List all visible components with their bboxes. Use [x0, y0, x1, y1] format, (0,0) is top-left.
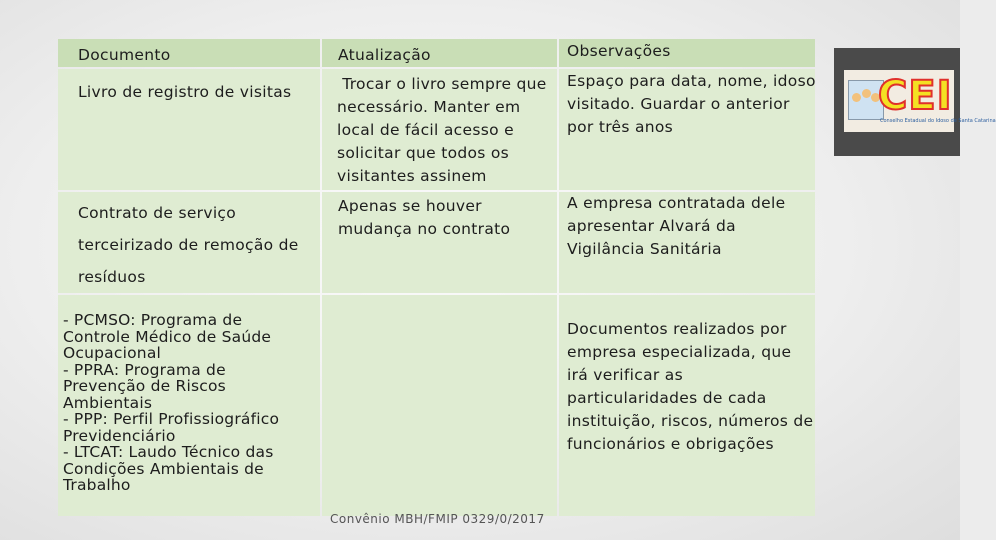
row3-atualizacao-cell: [322, 295, 557, 516]
row2-atualizacao-cell: [322, 192, 557, 293]
logo-wordmark: CEI: [878, 73, 953, 119]
row2-atualizacao-text: Apenas se houver mudança no contrato: [338, 197, 511, 238]
row2-documento-line2: terceirizado de remoção de: [78, 236, 299, 254]
header-observacoes-label: Observações: [567, 42, 671, 60]
header-cell-atualizacao: [322, 39, 557, 67]
logo-subtitle: Conselho Estadual do Idoso de Santa Catarina: [880, 118, 996, 124]
row2-observacoes-text: A empresa contratada dele apresentar Alvará da Vigilância Sanitária: [567, 194, 786, 258]
row1-observacoes-text: Espaço para data, nome, idoso visitado. Guardar o anterior por três anos: [567, 72, 816, 136]
row2-documento-cell: [58, 192, 320, 293]
row1-documento-text: Livro de registro de visitas: [78, 83, 292, 101]
header-documento-label: Documento: [78, 46, 171, 64]
row2-observacoes-cell: [559, 192, 815, 293]
row1-atualizacao-text: Trocar o livro sempre que necessário. Manter em local de fácil acesso e solicitar que todos os visitantes assinem: [337, 75, 547, 185]
row3-observacoes-cell: [559, 295, 815, 516]
row2-documento-line3: resíduos: [78, 268, 146, 286]
row1-atualizacao-cell: [322, 69, 557, 190]
row1-documento-cell: [58, 69, 320, 190]
row3-documento-text: - PCMSO: Programa de Controle Médico de Saúde Ocupacional - PPRA: Programa de Prevenção de Riscos Ambientais - PPP: Perfil Profissiográfico Previdenciário - LTCAT: Laudo Técnico das Condições Ambientais de Trabalho: [63, 311, 280, 494]
footer-text: Convênio MBH/FMIP 0329/0/2017: [330, 512, 545, 526]
row3-observacoes-text: Documentos realizados por empresa especializada, que irá verificar as particularidades de cada instituição, riscos, números de funcionários e obrigações: [567, 320, 814, 453]
header-cell-observacoes: [559, 39, 815, 67]
header-atualizacao-label: Atualização: [338, 46, 431, 64]
row2-documento-line1: Contrato de serviço: [78, 204, 237, 222]
header-cell-documento: [58, 39, 320, 67]
row1-observacoes-cell: [559, 69, 815, 190]
